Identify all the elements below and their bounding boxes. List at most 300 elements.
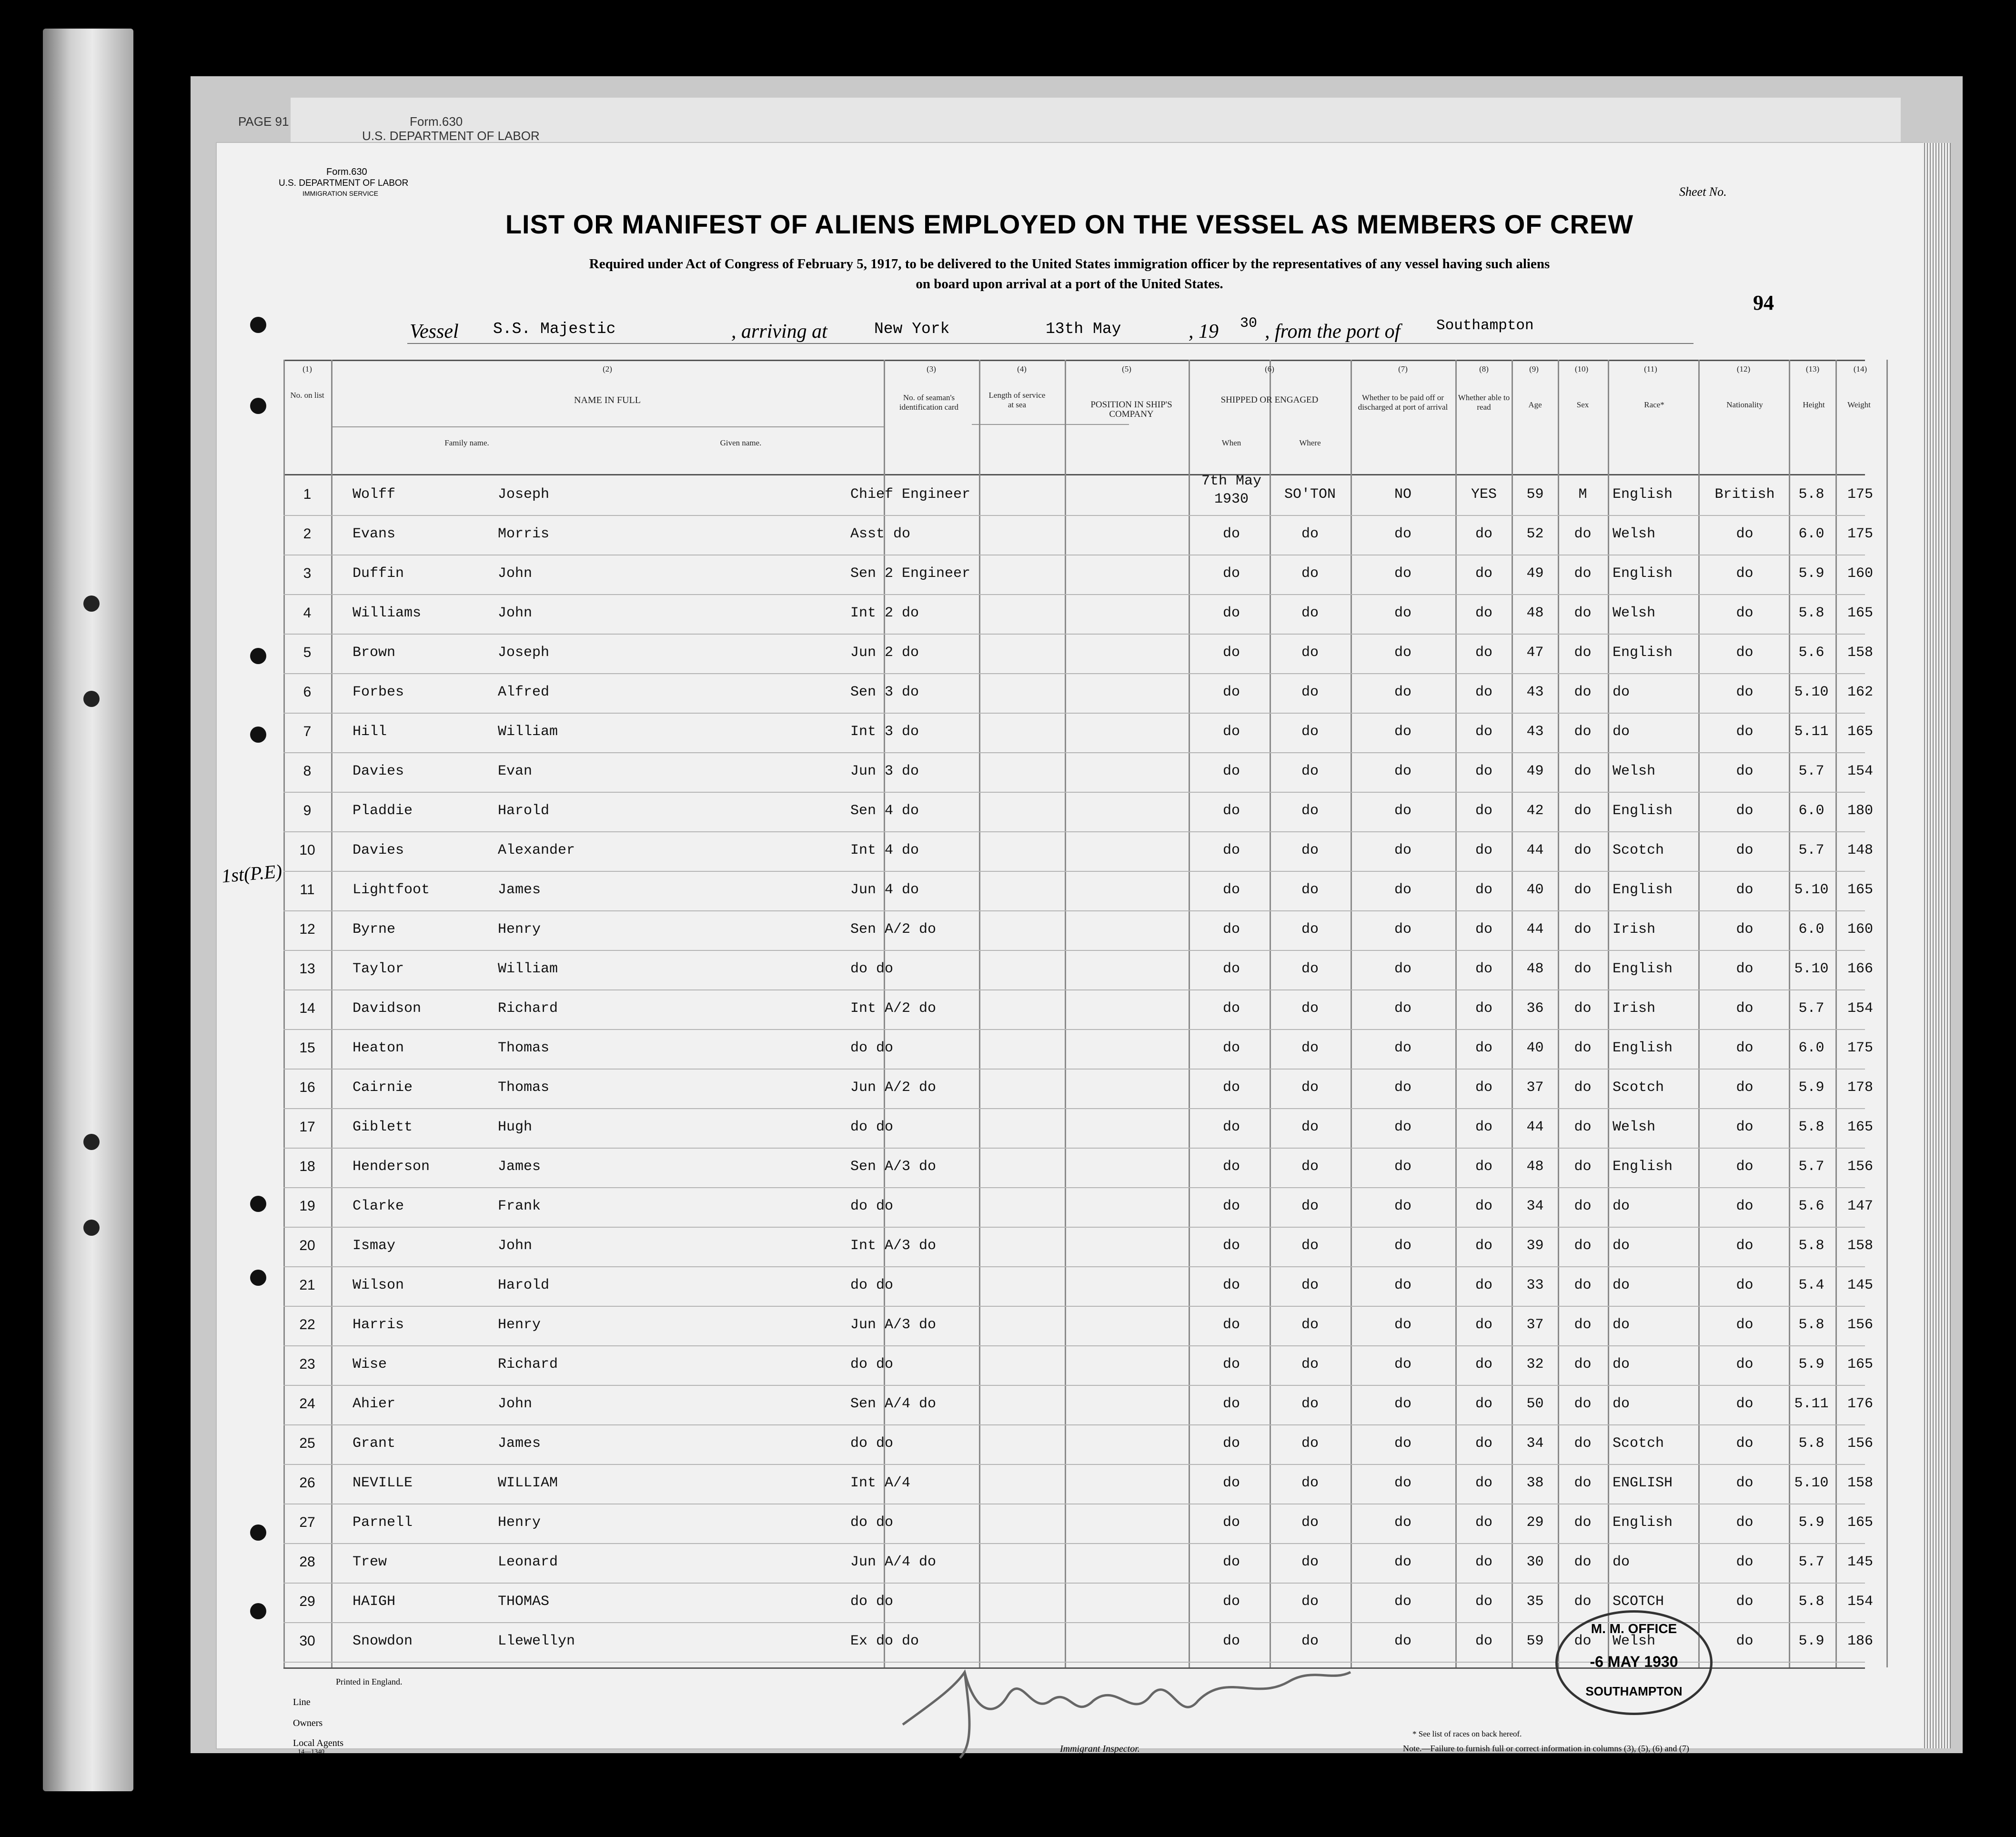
cell-nationality: do [1736, 1040, 1754, 1056]
cell-when: do [1222, 605, 1240, 621]
cell-given: Morris [498, 526, 550, 542]
cell-weight: 145 [1847, 1554, 1873, 1570]
cell-age: 37 [1526, 1080, 1544, 1096]
cell-weight: 180 [1847, 803, 1873, 819]
cell-race: do [1613, 1277, 1630, 1293]
cell-nationality: do [1736, 1396, 1754, 1412]
cell-given: Henry [498, 921, 541, 938]
cell-race: English [1613, 882, 1673, 898]
table-row [217, 683, 1922, 720]
cell-nationality: do [1736, 684, 1754, 700]
cell-where: do [1301, 645, 1319, 661]
cell-family: Henderson [353, 1159, 430, 1175]
col-read-header: Whether able to read [1458, 393, 1510, 412]
cell-age: 35 [1526, 1594, 1544, 1610]
back-form-no: Form.630 [410, 114, 463, 129]
cell-paid: do [1394, 1435, 1411, 1452]
cell-no: 5 [303, 645, 312, 660]
cell-read: do [1475, 1317, 1492, 1333]
cell-sex: do [1574, 1435, 1592, 1452]
cell-position: Jun 4 do [850, 882, 919, 898]
cell-weight: 162 [1847, 684, 1873, 700]
punch-hole [250, 1603, 266, 1619]
cell-race: do [1613, 1554, 1630, 1570]
cell-where: do [1301, 1514, 1319, 1531]
cell-read: do [1475, 1040, 1492, 1056]
col-family-header: Family name. [444, 438, 489, 447]
cell-weight: 178 [1847, 1080, 1873, 1096]
cell-when: do [1222, 1594, 1240, 1610]
local-agents-label: Local Agents [293, 1738, 344, 1748]
cell-nationality: do [1736, 1514, 1754, 1531]
cell-age: 40 [1526, 1040, 1544, 1056]
cell-weight: 158 [1847, 645, 1873, 661]
cell-read: do [1475, 961, 1492, 977]
cell-height: 5.7 [1798, 842, 1824, 858]
cell-read: do [1475, 1514, 1492, 1531]
cell-no: 21 [299, 1277, 315, 1293]
binding-hole [83, 596, 100, 612]
cell-height: 5.9 [1798, 1356, 1824, 1373]
cell-weight: 176 [1847, 1396, 1873, 1412]
cell-given: Alfred [498, 684, 550, 700]
cell-race: do [1613, 684, 1630, 700]
cell-where: SO'TON [1284, 486, 1336, 503]
cell-race: Welsh [1613, 1633, 1656, 1649]
cell-given: James [498, 1435, 541, 1452]
cell-when: do [1222, 921, 1240, 938]
table-row [217, 1474, 1922, 1511]
cell-sex: do [1574, 1594, 1592, 1610]
cell-age: 59 [1526, 486, 1544, 503]
cell-sex: do [1574, 1198, 1592, 1214]
table-row [217, 920, 1922, 957]
cell-height: 6.0 [1798, 1040, 1824, 1056]
cell-height: 5.7 [1798, 1159, 1824, 1175]
cell-where: do [1301, 1238, 1319, 1254]
line-label: Line [293, 1697, 311, 1707]
cell-where: do [1301, 1356, 1319, 1373]
cell-position: do do [850, 1514, 894, 1531]
cell-height: 5.11 [1794, 724, 1829, 740]
table-row [217, 880, 1922, 918]
cell-weight: 160 [1847, 565, 1873, 582]
table-row [217, 801, 1922, 838]
col-sex-header: Sex [1576, 400, 1589, 409]
cell-where: do [1301, 882, 1319, 898]
cell-sex: do [1574, 605, 1592, 621]
cell-weight: 156 [1847, 1435, 1873, 1452]
cell-paid: do [1394, 763, 1411, 779]
race-note: * See list of races on back hereof. [1412, 1729, 1522, 1738]
binding-hole [83, 1134, 100, 1150]
table-row [217, 1236, 1922, 1273]
cell-when: do [1222, 1238, 1240, 1254]
cell-family: Davidson [353, 1000, 422, 1017]
cell-height: 5.4 [1798, 1277, 1824, 1293]
cell-position: Sen A/3 do [850, 1159, 937, 1175]
cell-paid: do [1394, 724, 1411, 740]
cell-family: Snowdon [353, 1633, 413, 1649]
cell-read: do [1475, 565, 1492, 582]
cell-family: Taylor [353, 961, 404, 977]
binding-hole [83, 691, 100, 707]
vessel-name: S.S. Majestic [493, 320, 616, 338]
cell-nationality: do [1736, 961, 1754, 977]
cell-when: do [1222, 1080, 1240, 1096]
col-nationality-header: Nationality [1726, 400, 1763, 409]
margin-note: 1st(P.E) [221, 860, 283, 887]
cell-read: do [1475, 1080, 1492, 1096]
cell-no: 18 [299, 1159, 315, 1174]
form-code: 14—1340 [298, 1748, 324, 1756]
cell-sex: do [1574, 724, 1592, 740]
cell-age: 48 [1526, 961, 1544, 977]
cell-given: John [498, 1396, 533, 1412]
cell-sex: do [1574, 1080, 1592, 1096]
cell-sex: do [1574, 684, 1592, 700]
cell-height: 5.7 [1798, 1554, 1824, 1570]
cell-read: do [1475, 1000, 1492, 1017]
table-top-rule [283, 360, 1865, 361]
cell-sex: do [1574, 1356, 1592, 1373]
column-number: (5) [1122, 364, 1131, 373]
cell-no: 28 [299, 1554, 315, 1570]
stamp-top-text: M. M. OFFICE [1591, 1621, 1677, 1636]
column-number: (2) [603, 364, 612, 373]
cell-height: 5.9 [1798, 1514, 1824, 1531]
col-given-header: Given name. [720, 438, 762, 447]
cell-no: 24 [299, 1396, 315, 1412]
cell-paid: do [1394, 1198, 1411, 1214]
cell-given: William [498, 724, 558, 740]
cell-position: Jun 2 do [850, 645, 919, 661]
cell-when: do [1222, 1198, 1240, 1214]
name-subheader-rule [331, 426, 884, 427]
first-row-when-line2: 1930 [1214, 491, 1249, 507]
cell-where: do [1301, 1277, 1319, 1293]
cell-given: James [498, 882, 541, 898]
cell-race: do [1613, 1356, 1630, 1373]
cell-height: 5.8 [1798, 486, 1824, 503]
cell-nationality: do [1736, 1435, 1754, 1452]
cell-family: Lightfoot [353, 882, 430, 898]
cell-when: do [1222, 724, 1240, 740]
cell-where: do [1301, 1396, 1319, 1412]
column-number: (6) [1265, 364, 1274, 373]
cell-height: 5.7 [1798, 1000, 1824, 1017]
cell-age: 49 [1526, 565, 1544, 582]
cell-paid: do [1394, 1238, 1411, 1254]
cell-family: Davies [353, 842, 404, 858]
cell-age: 30 [1526, 1554, 1544, 1570]
cell-read: do [1475, 1475, 1492, 1491]
cell-where: do [1301, 763, 1319, 779]
cell-sex: do [1574, 921, 1592, 938]
cell-when: do [1222, 1356, 1240, 1373]
cell-family: Williams [353, 605, 422, 621]
cell-age: 59 [1526, 1633, 1544, 1649]
cell-read: do [1475, 645, 1492, 661]
cell-when: do [1222, 565, 1240, 582]
cell-family: Clarke [353, 1198, 404, 1214]
cell-weight: 158 [1847, 1238, 1873, 1254]
cell-weight: 145 [1847, 1277, 1873, 1293]
cell-family: Heaton [353, 1040, 404, 1056]
column-number: (12) [1736, 364, 1751, 373]
cell-position: Int A/2 do [850, 1000, 937, 1017]
cell-position: Int 4 do [850, 842, 919, 858]
cell-paid: do [1394, 1040, 1411, 1056]
manifest-sheet [217, 143, 1922, 1765]
col-name-header: NAME IN FULL [574, 395, 641, 405]
cell-height: 5.6 [1798, 645, 1824, 661]
cell-when: do [1222, 684, 1240, 700]
col-height-header: Height [1803, 400, 1825, 409]
cell-where: do [1301, 605, 1319, 621]
cell-where: do [1301, 526, 1319, 542]
cell-paid: do [1394, 921, 1411, 938]
cell-paid: do [1394, 1119, 1411, 1135]
back-department: U.S. DEPARTMENT OF LABOR [362, 129, 540, 143]
department-label: U.S. DEPARTMENT OF LABOR [279, 178, 409, 188]
cell-where: do [1301, 842, 1319, 858]
cell-no: 13 [299, 961, 315, 977]
binding-hole [83, 1220, 100, 1236]
cell-given: Joseph [498, 645, 550, 661]
cell-position: Int A/3 do [850, 1238, 937, 1254]
cell-read: do [1475, 1633, 1492, 1649]
cell-position: Sen 4 do [850, 803, 919, 819]
cell-read: do [1475, 1277, 1492, 1293]
cell-position: Int A/4 [850, 1475, 911, 1491]
cell-paid: do [1394, 1594, 1411, 1610]
cell-sex: do [1574, 1238, 1592, 1254]
cell-age: 44 [1526, 842, 1544, 858]
cell-given: Joseph [498, 486, 550, 503]
cell-race: Welsh [1613, 763, 1656, 779]
cell-no: 12 [299, 921, 315, 937]
cell-paid: do [1394, 1080, 1411, 1096]
cell-age: 34 [1526, 1435, 1544, 1452]
cell-read: do [1475, 1594, 1492, 1610]
table-row [217, 1276, 1922, 1313]
cell-where: do [1301, 1119, 1319, 1135]
cell-when: do [1222, 1119, 1240, 1135]
cell-given: James [498, 1159, 541, 1175]
page-number: 94 [1753, 291, 1774, 314]
cell-position: do do [850, 1277, 894, 1293]
cell-family: Trew [353, 1554, 387, 1570]
cell-read: YES [1471, 486, 1497, 503]
cell-read: do [1475, 882, 1492, 898]
cell-height: 5.10 [1794, 961, 1829, 977]
cell-where: do [1301, 1554, 1319, 1570]
cell-read: do [1475, 526, 1492, 542]
cell-family: HAIGH [353, 1594, 396, 1610]
cell-weight: 186 [1847, 1633, 1873, 1649]
cell-no: 17 [299, 1119, 315, 1135]
col-shipped-header: SHIPPED OR ENGAGED [1220, 395, 1319, 405]
cell-no: 16 [299, 1080, 315, 1095]
cell-position: Ex do do [850, 1633, 919, 1649]
cell-paid: do [1394, 842, 1411, 858]
cell-given: John [498, 605, 533, 621]
vessel-label: Vessel [410, 321, 459, 343]
cell-family: Hill [353, 724, 387, 740]
table-row [217, 762, 1922, 799]
cell-age: 39 [1526, 1238, 1544, 1254]
cell-age: 48 [1526, 605, 1544, 621]
cell-sex: do [1574, 1554, 1592, 1570]
table-row [217, 1553, 1922, 1590]
table-row [217, 841, 1922, 878]
cell-weight: 165 [1847, 605, 1873, 621]
cell-no: 6 [303, 684, 312, 700]
cell-race: do [1613, 724, 1630, 740]
cell-race: do [1613, 1317, 1630, 1333]
arrival-port: New York [874, 320, 950, 338]
cell-sex: do [1574, 526, 1592, 542]
cell-weight: 165 [1847, 1514, 1873, 1531]
cell-given: Alexander [498, 842, 575, 858]
cell-no: 14 [299, 1000, 315, 1016]
cell-given: Richard [498, 1000, 558, 1017]
page-edges [1922, 143, 1951, 1748]
cell-no: 27 [299, 1514, 315, 1530]
cell-height: 5.10 [1794, 684, 1829, 700]
cell-read: do [1475, 763, 1492, 779]
cell-nationality: do [1736, 565, 1754, 582]
stamp-bottom-text: SOUTHAMPTON [1585, 1684, 1683, 1698]
year-suffix: 30 [1240, 315, 1258, 332]
note-line-1: Note.—Failure to furnish full or correct information in columns (3), (5), (6) and (7) [1403, 1744, 1689, 1753]
cell-sex: do [1574, 645, 1592, 661]
table-row [217, 564, 1922, 601]
cell-race: do [1613, 1238, 1630, 1254]
table-row [217, 1513, 1922, 1550]
cell-family: Davies [353, 763, 404, 779]
arriving-label: , arriving at [731, 321, 827, 343]
cell-age: 38 [1526, 1475, 1544, 1491]
cell-family: NEVILLE [353, 1475, 413, 1491]
column-number: (11) [1644, 364, 1657, 373]
cell-when: do [1222, 1000, 1240, 1017]
col-no-header: No. on list [290, 391, 324, 400]
cell-nationality: do [1736, 1119, 1754, 1135]
col-length-header: Length of service at sea [988, 391, 1046, 409]
cell-given: Thomas [498, 1080, 550, 1096]
cell-sex: do [1574, 1396, 1592, 1412]
cell-where: do [1301, 565, 1319, 582]
service-label: IMMIGRATION SERVICE [302, 190, 378, 197]
cell-race: SCOTCH [1613, 1594, 1664, 1610]
cell-nationality: do [1736, 645, 1754, 661]
column-number: (9) [1529, 364, 1539, 373]
cell-when: do [1222, 1475, 1240, 1491]
cell-sex: do [1574, 1040, 1592, 1056]
table-row [217, 485, 1922, 522]
cell-when: do [1222, 1633, 1240, 1649]
cell-age: 44 [1526, 1119, 1544, 1135]
cell-paid: NO [1394, 486, 1411, 503]
cell-age: 49 [1526, 763, 1544, 779]
cell-family: Brown [353, 645, 396, 661]
cell-when: do [1222, 763, 1240, 779]
cell-age: 40 [1526, 882, 1544, 898]
column-number: (7) [1398, 364, 1408, 373]
cell-read: do [1475, 1238, 1492, 1254]
table-row [217, 1157, 1922, 1194]
cell-no: 1 [303, 486, 312, 502]
cell-family: Pladdie [353, 803, 413, 819]
cell-weight: 158 [1847, 1475, 1873, 1491]
cell-family: Duffin [353, 565, 404, 582]
cell-where: do [1301, 1633, 1319, 1649]
cell-weight: 175 [1847, 486, 1873, 503]
cell-age: 50 [1526, 1396, 1544, 1412]
cell-family: Byrne [353, 921, 396, 938]
arrival-date: 13th May [1046, 320, 1121, 338]
col-position-header: POSITION IN SHIP'S COMPANY [1090, 400, 1172, 419]
cell-no: 3 [303, 565, 312, 581]
col-when-header: When [1221, 438, 1241, 447]
cell-read: do [1475, 684, 1492, 700]
cell-when: do [1222, 1040, 1240, 1056]
cell-read: do [1475, 1554, 1492, 1570]
cell-nationality: British [1714, 486, 1775, 503]
cell-weight: 175 [1847, 526, 1873, 542]
cell-age: 29 [1526, 1514, 1544, 1531]
cell-age: 37 [1526, 1317, 1544, 1333]
table-row [217, 1315, 1922, 1353]
cell-sex: M [1578, 486, 1587, 503]
column-number: (10) [1574, 364, 1589, 373]
cell-weight: 156 [1847, 1159, 1873, 1175]
cell-no: 26 [299, 1475, 315, 1491]
cell-nationality: do [1736, 1198, 1754, 1214]
cell-paid: do [1394, 1277, 1411, 1293]
table-row [217, 959, 1922, 997]
cell-race: do [1613, 1198, 1630, 1214]
cell-family: Wilson [353, 1277, 404, 1293]
cell-no: 20 [299, 1238, 315, 1253]
cell-height: 5.9 [1798, 1080, 1824, 1096]
cell-nationality: do [1736, 1238, 1754, 1254]
table-row [217, 1039, 1922, 1076]
cell-when: do [1222, 1396, 1240, 1412]
departure-port: Southampton [1436, 317, 1534, 334]
cell-given: William [498, 961, 558, 977]
col-where-header: Where [1299, 438, 1321, 447]
cell-height: 6.0 [1798, 526, 1824, 542]
cell-paid: do [1394, 1356, 1411, 1373]
printed-label: Printed in England. [336, 1677, 403, 1686]
cell-given: Harold [498, 803, 550, 819]
cell-where: do [1301, 724, 1319, 740]
cell-when: do [1222, 882, 1240, 898]
cell-nationality: do [1736, 842, 1754, 858]
cell-family: Ismay [353, 1238, 396, 1254]
cell-position: do do [850, 1198, 894, 1214]
cell-age: 48 [1526, 1159, 1544, 1175]
cell-paid: do [1394, 803, 1411, 819]
cell-position: do do [850, 1356, 894, 1373]
cell-age: 47 [1526, 645, 1544, 661]
sheet-number-label: Sheet No. [1679, 185, 1727, 199]
punch-hole [250, 317, 266, 333]
back-page-label: PAGE 91 [238, 114, 289, 129]
